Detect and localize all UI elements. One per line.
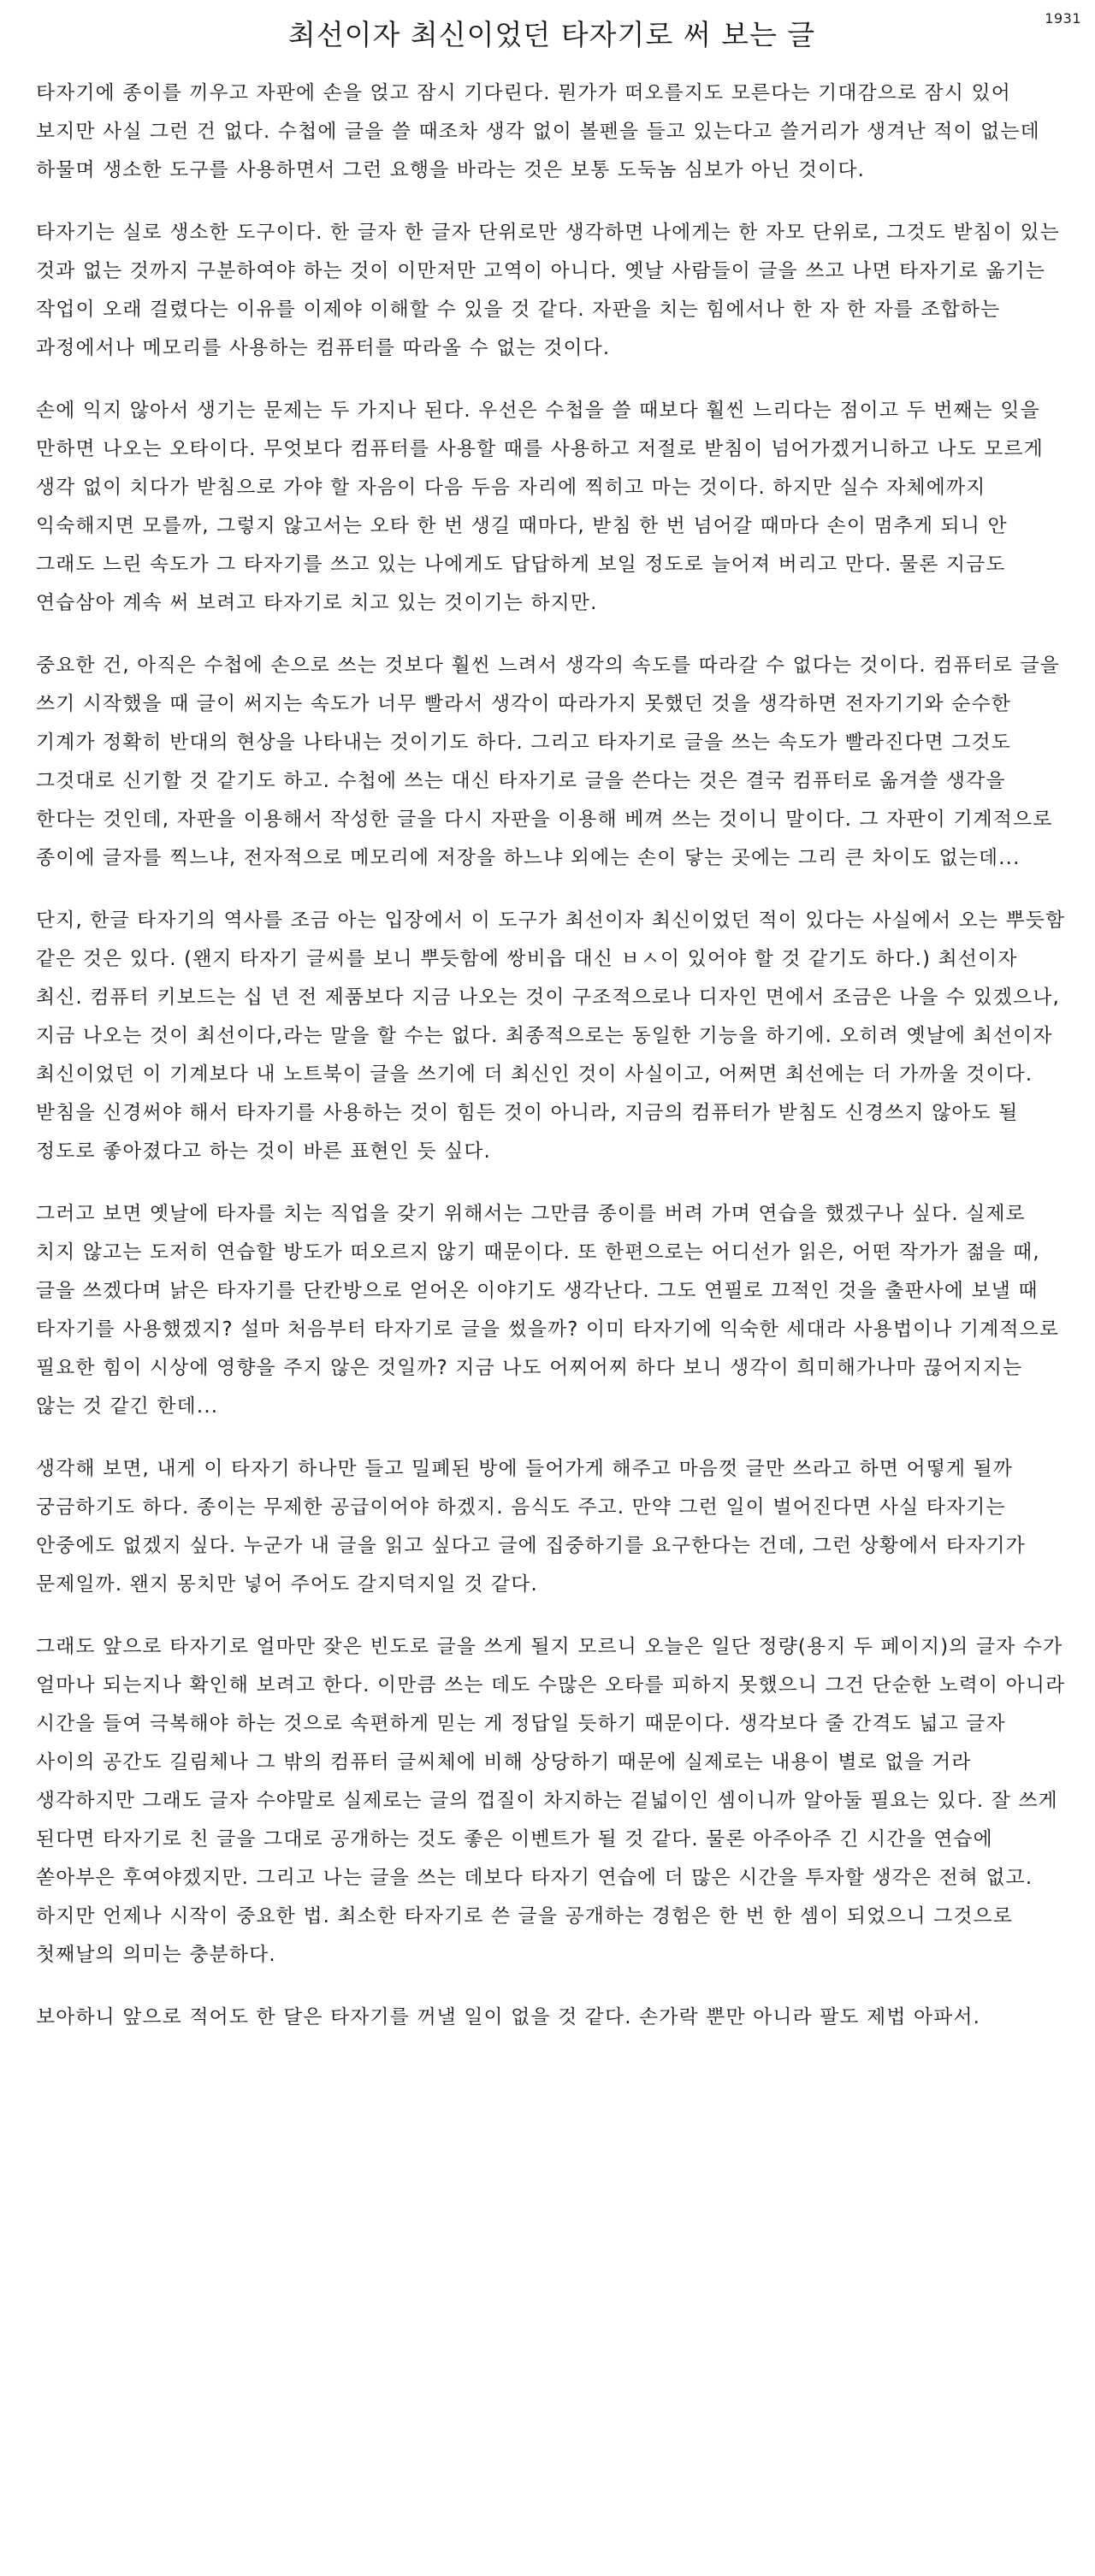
paragraph-7: 생각해 보면, 내게 이 타자기 하나만 들고 밀폐된 방에 들어가게 해주고 마음껏 글만 쓰라고 하면 어떻게 될까 궁금하기도 하다. 종이는 무제한 공급이어야 하겠지. 음식도 주고. 만약 그런 일이 벌어진다면 사실 타자기는 안중에도 없겠지 싶다. 누군가 내 글을 읽고 싶다고 글에 집중하기를 요구한다는 건데, 그런 상황에서 타자기가 문제일까. 왠지 몽치만 넣어 주어도 갈지덕지일 것 같다. [36,1458,1026,1596]
paragraph-3: 손에 익지 않아서 생기는 문제는 두 가지나 된다. 우선은 수첩을 쓸 때보다 훨씬 느리다는 점이고 두 번째는 잊을 만하면 나오는 오타이다. 무엇보다 컴퓨터를 사용할 때를 사용하고 저절로 받침이 넘어가겠거니하고 나도 모르게 생각 없이 치다가 받침으로 가야 할 자음이 다음 두음 자리에 찍히고 마는 것이다. 하지만 실수 자체에까지 익숙해지면 모를까, 그렇지 않고서는 오타 한 번 생길 때마다, 받침 한 번 넘어갈 때마다 손이 멈추게 되니 안 그래도 느린 속도가 그 타자기를 쓰고 있는 나에게도 답답하게 보일 정도로 늘어져 버리고 만다. 물론 지금도 연습삼아 계속 써 보려고 타자기로 치고 있는 것이기는 하지만. [36,400,1045,615]
paragraph-6: 그러고 보면 옛날에 타자를 치는 직업을 갖기 위해서는 그만큼 종이를 버려 가며 연습을 했겠구나 싶다. 실제로 치지 않고는 도저히 연습할 방도가 떠오르지 않기 때문이다. 또 한편으로는 어디선가 읽은, 어떤 작가가 젊을 때, 글을 쓰겠다며 낡은 타자기를 단칸방으로 얻어온 이야기도 생각난다. 그도 연필로 끄적인 것을 출판사에 보낼 때 타자기를 사용했겠지? 설마 처음부터 타자기로 글을 썼을까? 이미 타자기에 익숙한 세대라 사용법이나 기계적으로 필요한 힘이 시상에 영향을 주지 않은 것일까? 지금 나도 어찌어찌 하다 보니 생각이 희미해가나마 끊어지지는 않는 것 같긴 한데... [36,1203,1060,1418]
page-title: 최선이자 최신이었던 타자기로 써 보는 글 [287,18,816,51]
paragraph-4: 중요한 건, 아직은 수첩에 손으로 쓰는 것보다 훨씬 느려서 생각의 속도를 따라갈 수 없다는 것이다. 컴퓨터로 글을 쓰기 시작했을 때 글이 써지는 속도가 너무 빨라서 생각이 따라가지 못했던 것을 생각하면 전자기기와 순수한 기계가 정확히 반대의 현상을 나타내는 것이기도 하다. 그리고 타자기로 글을 쓰는 속도가 빨라진다면 그것도 그것대로 신기할 것 같기도 하고. 수첩에 쓰는 대신 타자기로 글을 쓴다는 것은 결국 컴퓨터로 옮겨쓸 생각을 한다는 것인데, 자판을 이용해서 작성한 글을 다시 자판을 이용해 베껴 쓰는 것이니 말이다. 그 자판이 기계적으로 종이에 글자를 찍느냐, 전자적으로 메모리에 저장을 하느냐 외에는 손이 닿는 곳에는 그리 큰 차이도 없는데... [36,654,1061,870]
paragraph-8: 그래도 앞으로 타자기로 얼마만 잦은 빈도로 글을 쓰게 될지 모르니 오늘은 일단 정량(용지 두 페이지)의 글자 수가 얼마나 되는지나 확인해 보려고 한다. 이만큼 쓰는 데도 수많은 오타를 피하지 못했으니 그건 단순한 노력이 아니라 시간을 들여 극복해야 하는 것으로 속편하게 믿는 게 정답일 듯하기 때문이다. 생각보다 줄 간격도 넓고 글자 사이의 공간도 길림체나 그 밖의 컴퓨터 글씨체에 비해 상당하기 때문에 실제로는 내용이 별로 없을 거라 생각하지만 그래도 글자 수야말로 실제로는 글의 껍질이 차지하는 겉넓이인 셈이니까 알아둘 필요는 있다. 잘 쓰게 된다면 타자기로 친 글을 그대로 공개하는 것도 좋은 이벤트가 될 것 같다. 물론 아주아주 긴 시간을 연습에 쏟아부은 후여야겠지만. 그리고 나는 글을 쓰는 데보다 타자기 연습에 더 많은 시간을 투자할 생각은 전혀 없고. 하지만 언제나 시작이 중요한 법. 최소한 타자기로 쓴 글을 공개하는 경험은 한 번 한 셈이 되었으니 그것으로 첫째날의 의미는 충분하다. [36,1636,1066,1967]
paragraph-9: 보아하니 앞으로 적어도 한 달은 타자기를 꺼낼 일이 없을 것 같다. 손가락 뿐만 아니라 팔도 제법 아파서. [36,2006,981,2029]
paragraph-2: 타자기는 실로 생소한 도구이다. 한 글자 한 글자 단위로만 생각하면 나에게는 한 자모 단위로, 그것도 받침이 있는 것과 없는 것까지 구분하여야 하는 것이 이만저만 고역이 아니다. 옛날 사람들이 글을 쓰고 나면 타자기로 옮기는 작업이 오래 걸렸다는 이유를 이제야 이해할 수 있을 것 같다. 자판을 치는 힘에서나 한 자 한 자를 조합하는 과정에서나 메모리를 사용하는 컴퓨터를 따라올 수 없는 것이다. [36,222,1061,360]
page-number: 1931 [1045,10,1081,27]
paragraph-5: 단지, 한글 타자기의 역사를 조금 아는 입장에서 이 도구가 최선이자 최신이었던 적이 있다는 사실에서 오는 뿌듯함 같은 것은 있다. (왠지 타자기 글씨를 보니 뿌듯함에 쌍비읍 대신 ㅂㅅ이 있어야 할 것 같기도 하다.) 최선이자 최신. 컴퓨터 키보드는 십 년 전 제품보다 지금 나오는 것이 구조적으로나 디자인 면에서 조금은 나을 수 있겠으나, 지금 나오는 것이 최선이다,라는 말을 할 수는 없다. 최종적으로는 동일한 기능을 하기에. 오히려 옛날에 최선이자 최신이었던 이 기계보다 내 노트북이 글을 쓰기에 더 최신인 것이 사실이고, 어쩌면 최선에는 더 가까울 것이다. 받침을 신경써야 해서 타자기를 사용하는 것이 힘든 것이 아니라, 지금의 컴퓨터가 받침도 신경쓰지 않아도 될 정도로 좋아졌다고 하는 것이 바른 표현인 듯 싶다. [36,909,1066,1164]
paragraph-1: 타자기에 종이를 끼우고 자판에 손을 얹고 잠시 기다린다. 뭔가가 떠오를지도 모른다는 기대감으로 잠시 있어 보지만 사실 그런 건 없다. 수첩에 글을 쓸 때조차 생각 없이 볼펜을 들고 있는다고 쓸거리가 생겨난 적이 없는데 하물며 생소한 도구를 사용하면서 그런 요행을 바라는 것은 보통 도둑놈 심보가 아닌 것이다. [36,82,1040,182]
